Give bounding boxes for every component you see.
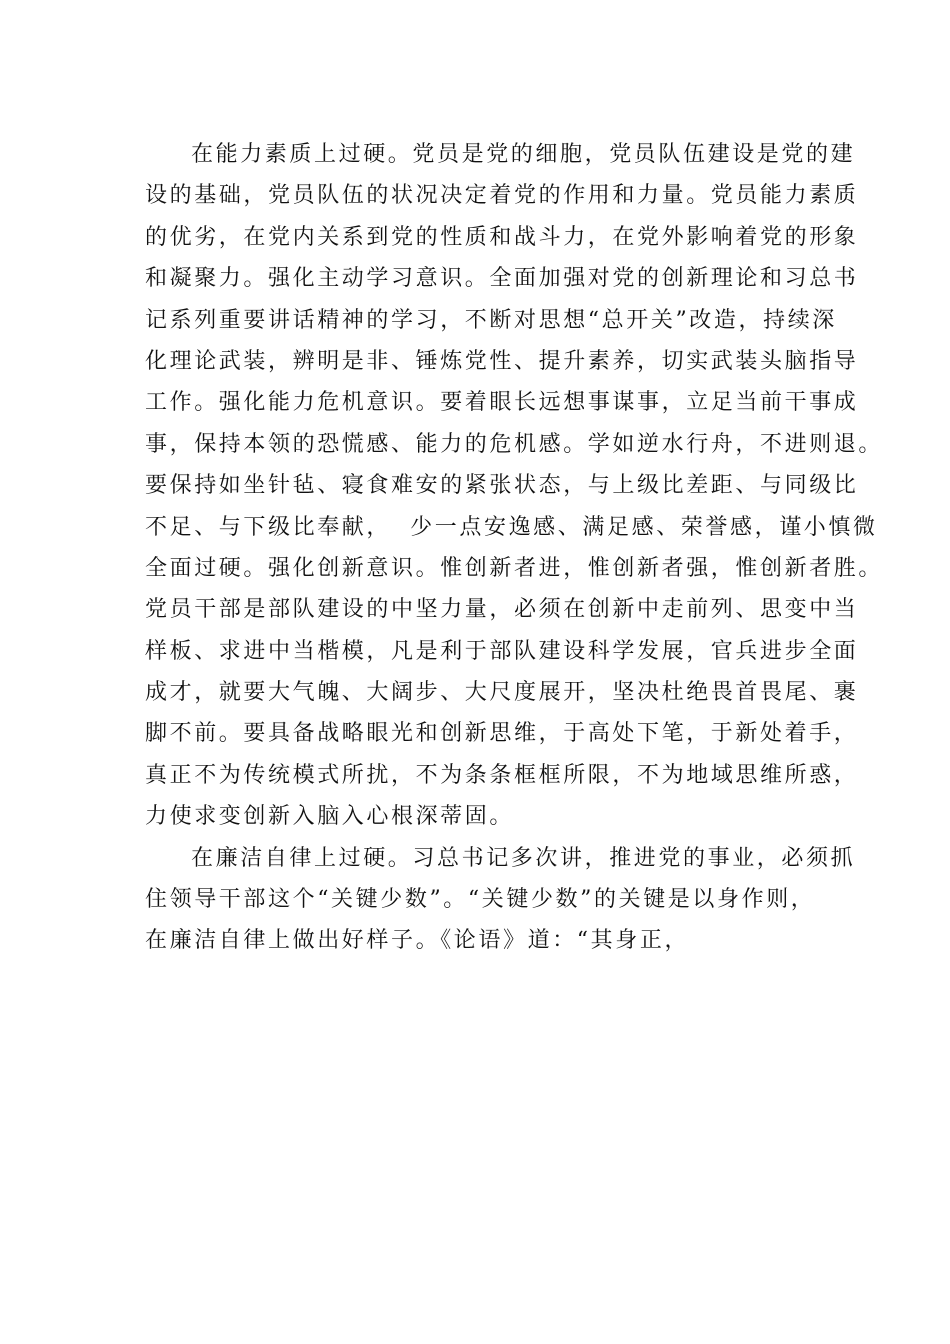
text-line: 住领导干部这个“关键少数”。“关键少数”的关键是以身作则， [145, 887, 816, 913]
text-line: 全面过硬。强化创新意识。惟创新者进，惟创新者强，惟创新者胜。 [145, 555, 884, 581]
paragraph-integrity-discipline [145, 838, 856, 962]
text-line: 工作。强化能力危机意识。要着眼长远想事谋事，立足当前干事成 [145, 390, 859, 416]
document-body [145, 134, 884, 962]
text-line: 不足、与下级比奉献， 少一点安逸感、满足感、荣誉感，谨小慎微 [145, 514, 878, 540]
text-line: 要保持如坐针毡、寝食难安的紧张状态，与上级比差距、与同级比 [145, 473, 859, 499]
text-line: 事，保持本领的恐慌感、能力的危机感。学如逆水行舟，不进则退。 [145, 431, 884, 457]
text-line: 成才，就要大气魄、大阔步、大尺度展开，坚决杜绝畏首畏尾、裹 [145, 680, 859, 706]
text-line: 脚不前。要具备战略眼光和创新思维，于高处下笔，于新处着手， [145, 721, 859, 747]
text-line: 党员干部是部队建设的中坚力量，必须在创新中走前列、思变中当 [145, 597, 859, 623]
text-line: 在廉洁自律上做出好样子。《论语》道：“其身正， [145, 928, 690, 954]
text-line: 在能力素质上过硬。党员是党的细胞，党员队伍建设是党的建 [191, 142, 856, 167]
text-line: 力使求变创新入脑入心根深蒂固。 [145, 804, 515, 830]
text-line: 真正不为传统模式所扰，不为条条框框所限，不为地域思维所惑， [145, 762, 859, 788]
text-line: 的优劣，在党内关系到党的性质和战斗力，在党外影响着党的形象 [145, 224, 859, 250]
text-line: 在廉洁自律上过硬。习总书记多次讲，推进党的事业，必须抓 [191, 845, 856, 871]
text-line: 和凝聚力。强化主动学习意识。全面加强对党的创新理论和习总书 [145, 266, 859, 292]
text-line: 记系列重要讲话精神的学习，不断对思想“总开关”改造，持续深 [145, 307, 837, 333]
paragraph-ability-quality [145, 134, 884, 838]
text-line: 样板、求进中当楷模，凡是利于部队建设科学发展，官兵进步全面 [145, 638, 859, 664]
text-line: 设的基础，党员队伍的状况决定着党的作用和力量。党员能力素质 [145, 183, 859, 209]
text-line: 化理论武装，辨明是非、锤炼党性、提升素养，切实武装头脑指导 [145, 348, 859, 374]
